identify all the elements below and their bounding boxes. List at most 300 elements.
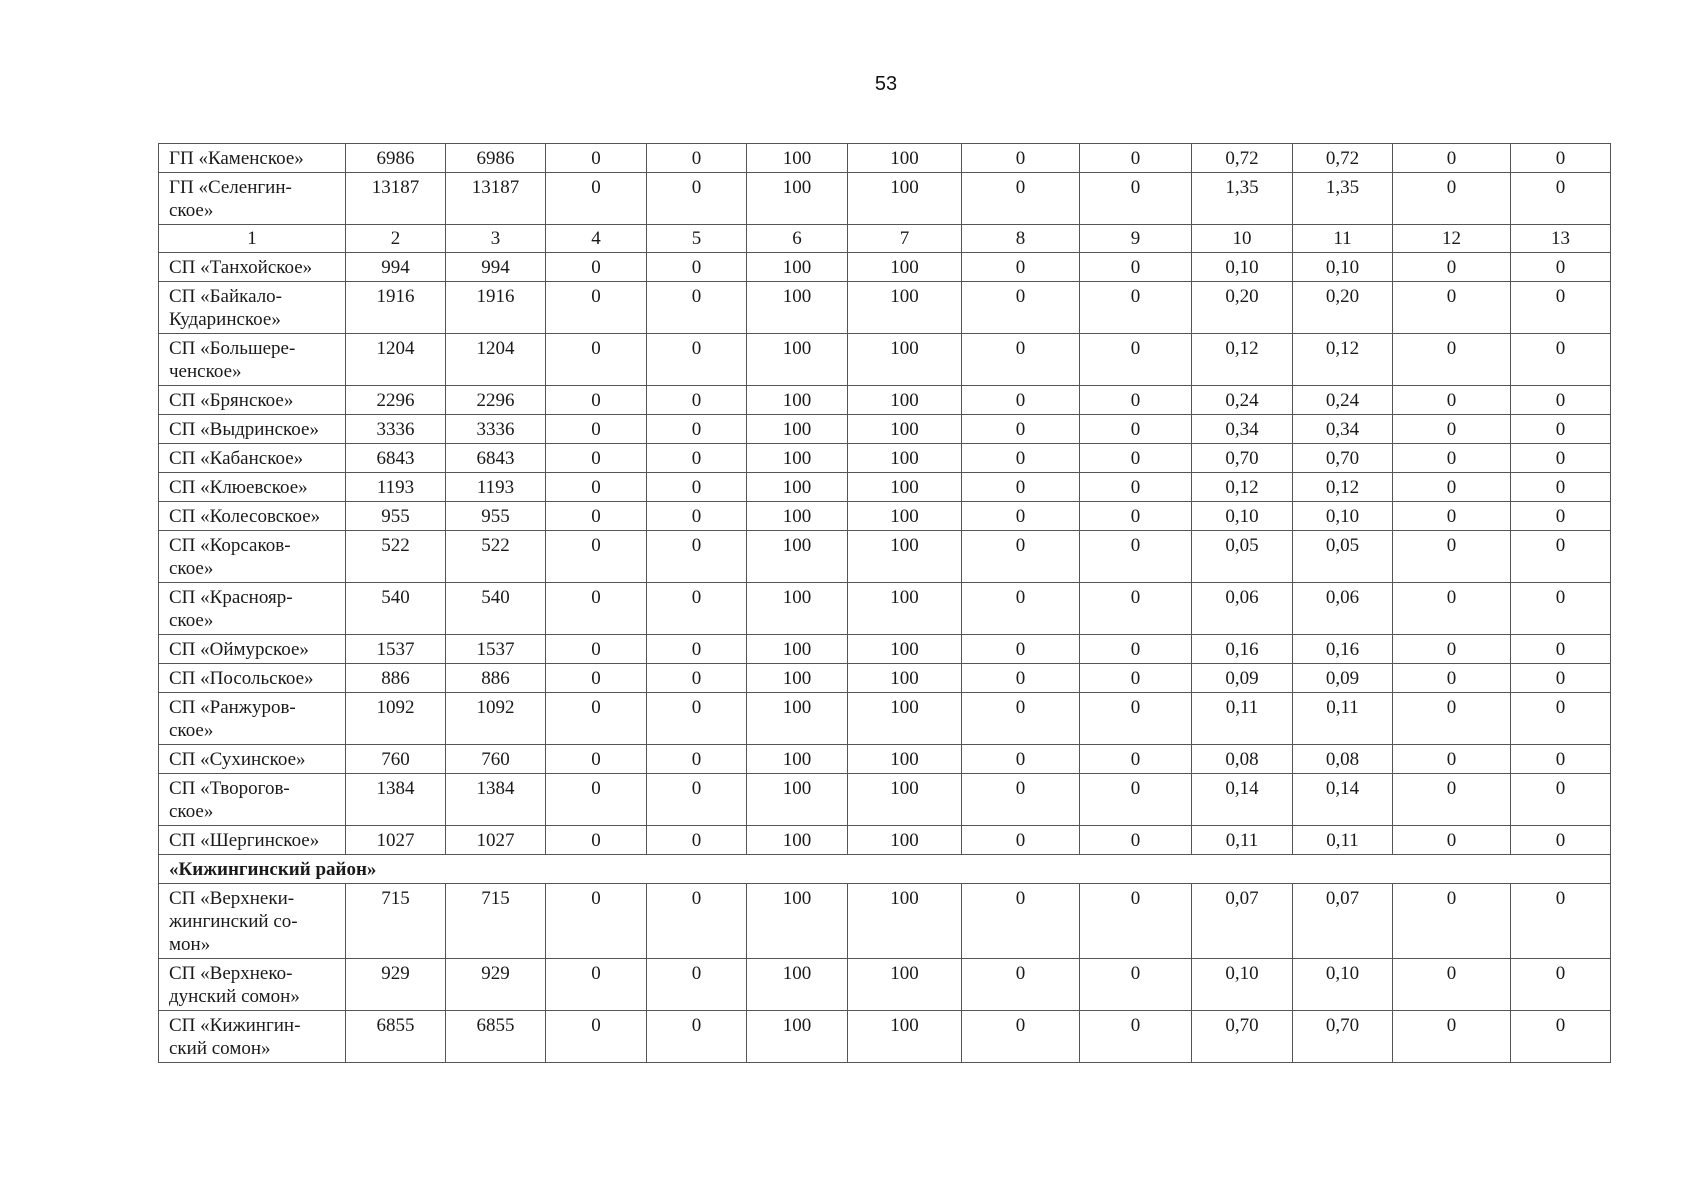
table-row: [159, 334, 1611, 386]
value-cell: 0: [962, 884, 1080, 959]
value-cell: 0: [546, 473, 647, 502]
table-row: [159, 884, 1611, 959]
settlement-name-cell: СП «Колесовское»: [159, 502, 346, 531]
value-cell: 0: [1511, 253, 1611, 282]
value-cell: 0: [546, 774, 647, 826]
table-row: [159, 444, 1611, 473]
value-cell: 0: [647, 583, 747, 635]
value-cell: 0: [546, 253, 647, 282]
value-cell: 0: [962, 693, 1080, 745]
value-cell: 6843: [346, 444, 446, 473]
value-cell: 0,34: [1293, 415, 1393, 444]
value-cell: 0: [1393, 635, 1511, 664]
value-cell: 6843: [446, 444, 546, 473]
value-cell: 760: [346, 745, 446, 774]
table-row: [159, 386, 1611, 415]
value-cell: 0,05: [1192, 531, 1293, 583]
value-cell: 0: [962, 386, 1080, 415]
value-cell: 0: [546, 826, 647, 855]
value-cell: 0: [962, 282, 1080, 334]
value-cell: 0,12: [1293, 473, 1393, 502]
value-cell: 100: [848, 745, 962, 774]
value-cell: 0: [1393, 774, 1511, 826]
column-number-cell: 9: [1080, 225, 1192, 253]
value-cell: 1204: [346, 334, 446, 386]
value-cell: 0: [962, 1011, 1080, 1063]
value-cell: 0: [1080, 531, 1192, 583]
value-cell: 0: [1393, 415, 1511, 444]
value-cell: 0,10: [1192, 502, 1293, 531]
value-cell: 0: [1080, 415, 1192, 444]
page-number: 53: [874, 73, 898, 95]
value-cell: 100: [848, 531, 962, 583]
value-cell: 0: [647, 693, 747, 745]
value-cell: 100: [747, 826, 848, 855]
column-number-cell: 10: [1192, 225, 1293, 253]
value-cell: 0: [1511, 173, 1611, 225]
value-cell: 0: [1393, 531, 1511, 583]
value-cell: 0: [546, 173, 647, 225]
value-cell: 0,11: [1293, 693, 1393, 745]
value-cell: 100: [848, 583, 962, 635]
value-cell: 0: [1511, 635, 1611, 664]
value-cell: 0: [647, 1011, 747, 1063]
column-number-cell: 8: [962, 225, 1080, 253]
value-cell: 13187: [346, 173, 446, 225]
value-cell: 0: [647, 253, 747, 282]
value-cell: 100: [747, 531, 848, 583]
value-cell: 100: [848, 774, 962, 826]
settlement-name-cell: СП «Танхойское»: [159, 253, 346, 282]
value-cell: 0: [1080, 444, 1192, 473]
value-cell: 0: [1511, 693, 1611, 745]
table-row: [159, 745, 1611, 774]
value-cell: 0,72: [1293, 144, 1393, 173]
table-row: [159, 502, 1611, 531]
value-cell: 0,12: [1192, 334, 1293, 386]
value-cell: 1384: [346, 774, 446, 826]
value-cell: 0: [546, 693, 647, 745]
table-row: [159, 826, 1611, 855]
settlement-name-cell: СП «Клюевское»: [159, 473, 346, 502]
settlement-name-cell: СП «Кабанское»: [159, 444, 346, 473]
value-cell: 100: [747, 386, 848, 415]
value-cell: 1916: [346, 282, 446, 334]
value-cell: 0,14: [1192, 774, 1293, 826]
value-cell: 100: [747, 583, 848, 635]
settlement-name-cell: СП «Оймурское»: [159, 635, 346, 664]
value-cell: 100: [747, 502, 848, 531]
value-cell: 6855: [346, 1011, 446, 1063]
value-cell: 0,10: [1293, 253, 1393, 282]
value-cell: 1027: [346, 826, 446, 855]
value-cell: 2296: [446, 386, 546, 415]
value-cell: 1537: [346, 635, 446, 664]
value-cell: 0: [1511, 334, 1611, 386]
value-cell: 955: [346, 502, 446, 531]
value-cell: 929: [346, 959, 446, 1011]
value-cell: 760: [446, 745, 546, 774]
value-cell: 0: [962, 745, 1080, 774]
value-cell: 994: [446, 253, 546, 282]
value-cell: 0,11: [1293, 826, 1393, 855]
table-row: [159, 253, 1611, 282]
value-cell: 0: [647, 774, 747, 826]
value-cell: 0: [1511, 415, 1611, 444]
value-cell: 100: [747, 144, 848, 173]
value-cell: 100: [848, 826, 962, 855]
value-cell: 0: [962, 774, 1080, 826]
value-cell: 0,07: [1293, 884, 1393, 959]
value-cell: 0: [546, 144, 647, 173]
value-cell: 0: [546, 664, 647, 693]
value-cell: 0: [647, 884, 747, 959]
value-cell: 0: [647, 531, 747, 583]
value-cell: 0: [1393, 473, 1511, 502]
value-cell: 0: [962, 415, 1080, 444]
value-cell: 100: [848, 334, 962, 386]
table-row: [159, 774, 1611, 826]
table-row: [159, 664, 1611, 693]
value-cell: 0: [546, 884, 647, 959]
value-cell: 100: [747, 959, 848, 1011]
value-cell: 100: [848, 959, 962, 1011]
value-cell: 13187: [446, 173, 546, 225]
value-cell: 0: [962, 473, 1080, 502]
value-cell: 0,20: [1192, 282, 1293, 334]
value-cell: 0: [647, 386, 747, 415]
value-cell: 100: [747, 334, 848, 386]
value-cell: 100: [848, 502, 962, 531]
value-cell: 0: [647, 664, 747, 693]
value-cell: 0,34: [1192, 415, 1293, 444]
table-row: [159, 282, 1611, 334]
value-cell: 100: [747, 1011, 848, 1063]
value-cell: 0: [1393, 1011, 1511, 1063]
column-number-cell: 3: [446, 225, 546, 253]
value-cell: 1193: [446, 473, 546, 502]
value-cell: 0: [1511, 664, 1611, 693]
table-row: [159, 144, 1611, 173]
value-cell: 994: [346, 253, 446, 282]
value-cell: 0,09: [1192, 664, 1293, 693]
value-cell: 0,12: [1293, 334, 1393, 386]
value-cell: 0: [1080, 826, 1192, 855]
column-number-cell: 11: [1293, 225, 1393, 253]
value-cell: 0: [546, 334, 647, 386]
value-cell: 0: [1393, 253, 1511, 282]
value-cell: 0: [1080, 144, 1192, 173]
value-cell: 1384: [446, 774, 546, 826]
value-cell: 0,20: [1293, 282, 1393, 334]
value-cell: 0,10: [1192, 253, 1293, 282]
value-cell: 100: [747, 693, 848, 745]
value-cell: 0: [1080, 635, 1192, 664]
value-cell: 0,10: [1192, 959, 1293, 1011]
value-cell: 100: [747, 774, 848, 826]
value-cell: 100: [848, 635, 962, 664]
value-cell: 0: [962, 635, 1080, 664]
value-cell: 0: [962, 959, 1080, 1011]
value-cell: 0: [1393, 173, 1511, 225]
value-cell: 100: [848, 386, 962, 415]
value-cell: 0,70: [1293, 1011, 1393, 1063]
value-cell: 0,09: [1293, 664, 1393, 693]
settlement-name-cell: СП «Творогов- ское»: [159, 774, 346, 826]
value-cell: 0: [1080, 173, 1192, 225]
settlement-name-cell: СП «Краснояр- ское»: [159, 583, 346, 635]
value-cell: 100: [747, 884, 848, 959]
value-cell: 0: [546, 959, 647, 1011]
value-cell: 0,05: [1293, 531, 1393, 583]
value-cell: 0,07: [1192, 884, 1293, 959]
value-cell: 0,16: [1192, 635, 1293, 664]
value-cell: 0,70: [1192, 444, 1293, 473]
value-cell: 0: [1511, 826, 1611, 855]
table-row: [159, 635, 1611, 664]
value-cell: 0: [647, 473, 747, 502]
column-number-cell: 2: [346, 225, 446, 253]
value-cell: 0: [647, 635, 747, 664]
column-number-cell: 7: [848, 225, 962, 253]
value-cell: 540: [346, 583, 446, 635]
settlement-name-cell: СП «Посольское»: [159, 664, 346, 693]
value-cell: 0,70: [1192, 1011, 1293, 1063]
value-cell: 6986: [346, 144, 446, 173]
table-row: [159, 531, 1611, 583]
value-cell: 0: [546, 502, 647, 531]
value-cell: 0: [1080, 334, 1192, 386]
value-cell: 100: [747, 173, 848, 225]
value-cell: 0: [1080, 502, 1192, 531]
settlement-name-cell: ГП «Селенгин- ское»: [159, 173, 346, 225]
value-cell: 3336: [346, 415, 446, 444]
value-cell: 0: [546, 635, 647, 664]
value-cell: 0,06: [1293, 583, 1393, 635]
value-cell: 0: [1080, 583, 1192, 635]
value-cell: 0: [546, 444, 647, 473]
value-cell: 0: [1511, 583, 1611, 635]
value-cell: 0: [1080, 959, 1192, 1011]
value-cell: 0: [647, 444, 747, 473]
value-cell: 0: [962, 144, 1080, 173]
value-cell: 0: [647, 745, 747, 774]
value-cell: 0: [1511, 884, 1611, 959]
value-cell: 100: [848, 884, 962, 959]
value-cell: 0: [1511, 1011, 1611, 1063]
settlement-name-cell: СП «Брянское»: [159, 386, 346, 415]
value-cell: 0: [1080, 884, 1192, 959]
section-title: «Кижингинский район»: [159, 855, 1611, 884]
value-cell: 2296: [346, 386, 446, 415]
value-cell: 0: [546, 386, 647, 415]
value-cell: 0,08: [1293, 745, 1393, 774]
value-cell: 0: [1393, 282, 1511, 334]
settlement-name-cell: СП «Шергинское»: [159, 826, 346, 855]
settlement-name-cell: СП «Верхнеко- дунский сомон»: [159, 959, 346, 1011]
column-number-cell: 5: [647, 225, 747, 253]
value-cell: 0: [1080, 745, 1192, 774]
value-cell: 0: [1080, 282, 1192, 334]
value-cell: 0: [647, 959, 747, 1011]
settlement-name-cell: ГП «Каменское»: [159, 144, 346, 173]
value-cell: 0: [1393, 386, 1511, 415]
value-cell: 522: [346, 531, 446, 583]
value-cell: 0,14: [1293, 774, 1393, 826]
value-cell: 1,35: [1192, 173, 1293, 225]
value-cell: 100: [747, 253, 848, 282]
value-cell: 100: [848, 144, 962, 173]
value-cell: 0: [1080, 693, 1192, 745]
value-cell: 886: [346, 664, 446, 693]
settlement-name-cell: СП «Ранжуров- ское»: [159, 693, 346, 745]
value-cell: 0: [1511, 531, 1611, 583]
value-cell: 100: [747, 415, 848, 444]
value-cell: 0: [1393, 826, 1511, 855]
value-cell: 100: [848, 173, 962, 225]
value-cell: 955: [446, 502, 546, 531]
value-cell: 100: [747, 473, 848, 502]
section-header-row: [159, 855, 1611, 884]
table-row: [159, 415, 1611, 444]
value-cell: 0: [1511, 959, 1611, 1011]
value-cell: 0: [1393, 502, 1511, 531]
value-cell: 0: [1393, 144, 1511, 173]
value-cell: 540: [446, 583, 546, 635]
value-cell: 929: [446, 959, 546, 1011]
table-row: [159, 173, 1611, 225]
value-cell: 1092: [446, 693, 546, 745]
data-table: [158, 143, 1611, 1063]
value-cell: 715: [446, 884, 546, 959]
table-row: [159, 473, 1611, 502]
value-cell: 0: [962, 253, 1080, 282]
value-cell: 0: [647, 173, 747, 225]
value-cell: 0: [1393, 664, 1511, 693]
value-cell: 0,12: [1192, 473, 1293, 502]
value-cell: 100: [747, 745, 848, 774]
value-cell: 100: [747, 635, 848, 664]
value-cell: 100: [747, 444, 848, 473]
value-cell: 0: [1511, 282, 1611, 334]
value-cell: 0,24: [1293, 386, 1393, 415]
value-cell: 0: [1393, 334, 1511, 386]
value-cell: 0: [546, 1011, 647, 1063]
column-number-cell: 6: [747, 225, 848, 253]
value-cell: 100: [848, 444, 962, 473]
value-cell: 0: [1393, 959, 1511, 1011]
value-cell: 0: [546, 745, 647, 774]
value-cell: 0: [1511, 502, 1611, 531]
column-number-cell: 1: [159, 225, 346, 253]
value-cell: 0: [546, 415, 647, 444]
value-cell: 100: [848, 693, 962, 745]
value-cell: 0: [647, 144, 747, 173]
value-cell: 1193: [346, 473, 446, 502]
column-number-cell: 4: [546, 225, 647, 253]
value-cell: 0,11: [1192, 826, 1293, 855]
value-cell: 0: [1511, 144, 1611, 173]
value-cell: 0: [1080, 386, 1192, 415]
value-cell: 100: [848, 253, 962, 282]
value-cell: 3336: [446, 415, 546, 444]
value-cell: 0: [647, 415, 747, 444]
value-cell: 0: [1080, 664, 1192, 693]
value-cell: 6986: [446, 144, 546, 173]
value-cell: 100: [848, 1011, 962, 1063]
value-cell: 0: [647, 826, 747, 855]
value-cell: 6855: [446, 1011, 546, 1063]
value-cell: 1027: [446, 826, 546, 855]
value-cell: 0,24: [1192, 386, 1293, 415]
settlement-name-cell: СП «Байкало- Кударинское»: [159, 282, 346, 334]
settlement-name-cell: СП «Большере- ченское»: [159, 334, 346, 386]
value-cell: 0: [546, 583, 647, 635]
value-cell: 100: [848, 282, 962, 334]
value-cell: 100: [747, 664, 848, 693]
value-cell: 0: [1511, 774, 1611, 826]
value-cell: 0: [1080, 473, 1192, 502]
value-cell: 0: [962, 531, 1080, 583]
value-cell: 886: [446, 664, 546, 693]
value-cell: 100: [848, 664, 962, 693]
value-cell: 0: [1393, 444, 1511, 473]
value-cell: 0: [647, 502, 747, 531]
value-cell: 0,08: [1192, 745, 1293, 774]
value-cell: 0: [962, 583, 1080, 635]
value-cell: 0: [962, 334, 1080, 386]
value-cell: 0,06: [1192, 583, 1293, 635]
value-cell: 100: [848, 473, 962, 502]
value-cell: 0: [647, 334, 747, 386]
value-cell: 0,10: [1293, 502, 1393, 531]
value-cell: 0: [962, 173, 1080, 225]
table-row: [159, 693, 1611, 745]
value-cell: 0: [1393, 884, 1511, 959]
value-cell: 0: [1511, 745, 1611, 774]
value-cell: 0,72: [1192, 144, 1293, 173]
value-cell: 0: [1393, 583, 1511, 635]
value-cell: 0,70: [1293, 444, 1393, 473]
value-cell: 0: [1393, 745, 1511, 774]
value-cell: 0: [1393, 693, 1511, 745]
table-row: [159, 1011, 1611, 1063]
value-cell: 1,35: [1293, 173, 1393, 225]
column-number-row: [159, 225, 1611, 253]
value-cell: 100: [848, 415, 962, 444]
settlement-name-cell: СП «Сухинское»: [159, 745, 346, 774]
value-cell: 1204: [446, 334, 546, 386]
value-cell: 0,10: [1293, 959, 1393, 1011]
value-cell: 0: [962, 826, 1080, 855]
column-number-cell: 13: [1511, 225, 1611, 253]
value-cell: 0,11: [1192, 693, 1293, 745]
value-cell: 0,16: [1293, 635, 1393, 664]
settlement-name-cell: СП «Кижингин- ский сомон»: [159, 1011, 346, 1063]
value-cell: 715: [346, 884, 446, 959]
value-cell: 0: [1080, 253, 1192, 282]
value-cell: 0: [1511, 473, 1611, 502]
value-cell: 522: [446, 531, 546, 583]
column-number-cell: 12: [1393, 225, 1511, 253]
value-cell: 1537: [446, 635, 546, 664]
value-cell: 1092: [346, 693, 446, 745]
value-cell: 0: [962, 444, 1080, 473]
settlement-name-cell: СП «Корсаков- ское»: [159, 531, 346, 583]
value-cell: 0: [1511, 386, 1611, 415]
table-body: [159, 144, 1611, 1063]
settlement-name-cell: СП «Верхнеки- жингинский со- мон»: [159, 884, 346, 959]
